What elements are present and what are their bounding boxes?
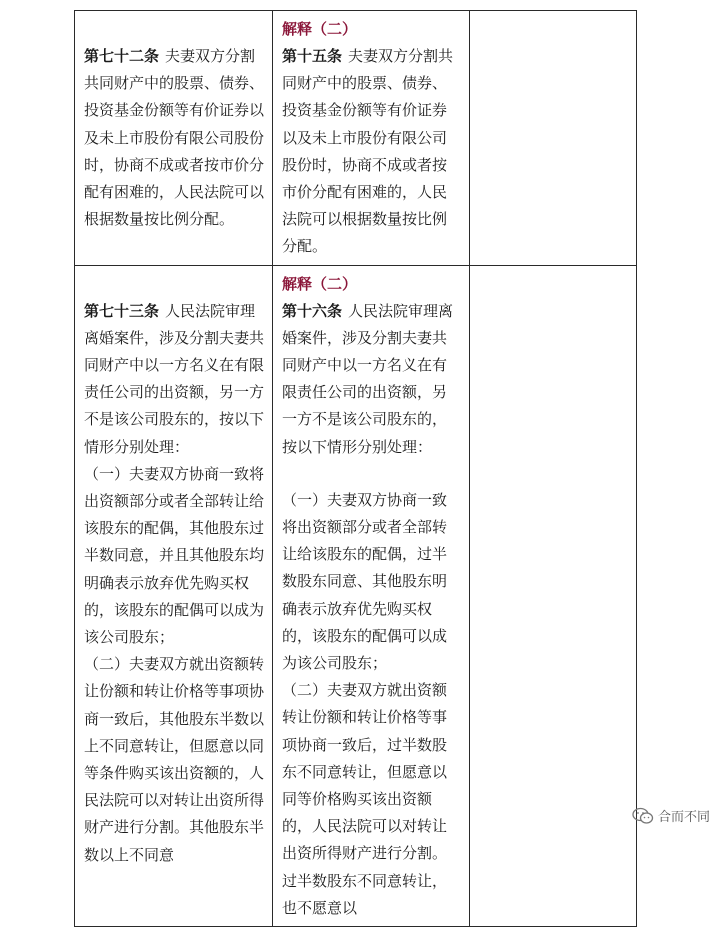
article-item-2: （二）夫妻双方就出资额转让份额和转让价格等事项协商一致后，过半数股东不同意转让，但愿意以同等价格购买该出资额的，人民法院可以对转让出资所得财产进行分割。过半数股东不同意转让，也不愿意以 [282, 681, 448, 917]
new-law-cell [75, 11, 273, 266]
article-paragraph [282, 298, 461, 461]
old-law-cell [273, 265, 470, 926]
article-number: 第十六条 [282, 301, 343, 320]
old-law-cell [273, 11, 470, 266]
article-number: 第七十三条 [84, 301, 160, 320]
notes-cell [470, 265, 637, 926]
interpretation-heading: 解释（二） [282, 274, 358, 293]
article-paragraph [84, 298, 264, 461]
article-text: 夫妻双方分割共同财产中的股票、债券、投资基金份额等有价证券以及未上市股份有限公司股份时，协商不成或者按市价分配有困难的，人民法院可以根据数量按比例分配。 [282, 47, 454, 256]
article-number: 第七十二条 [84, 47, 160, 65]
article-text: 人民法院审理离婚案件，涉及分割夫妻共同财产中以一方名义在有限责任公司的出资额，另一方不是该公司股东的，按以下情形分别处理： [84, 301, 265, 456]
interpretation-heading: 解释（二） [282, 20, 358, 38]
article-text: 夫妻双方分割共同财产中的股票、债券、投资基金份额等有价证券以及未上市股份有限公司股份时，协商不成或者按市价分配有困难的，人民法院可以根据数量按比例分配。 [84, 47, 265, 229]
wechat-icon [632, 807, 654, 825]
article-text: 人民法院审理离婚案件，涉及分割夫妻共同财产中以一方名义在有限责任公司的出资额，另一方不是该公司股东的，按以下情形分别处理： [282, 301, 454, 456]
article-paragraph [282, 43, 461, 261]
article-item-1: （一）夫妻双方协商一致将出资额部分或者全部转让给该股东的配偶，其他股东过半数同意，并且其他股东均明确表示放弃优先购买权的，该股东的配偶可以成为该公司股东； [84, 464, 265, 647]
table-row [75, 11, 637, 266]
new-law-cell [75, 265, 273, 926]
watermark [632, 806, 710, 825]
notes-cell [470, 11, 637, 266]
table-row [75, 265, 637, 926]
article-number: 第十五条 [282, 47, 343, 65]
watermark-text: 合而不同 [657, 810, 710, 825]
article-item-1: （一）夫妻双方协商一致将出资额部分或者全部转让给该股东的配偶，过半数股东同意、其他股东明确表示放弃优先购买权的，该股东的配偶可以成为该公司股东； [282, 490, 448, 673]
comparison-table [74, 10, 637, 927]
cell-heading-spacer [84, 17, 264, 41]
article-paragraph [84, 43, 264, 233]
article-item-2: （二）夫妻双方就出资额转让份额和转让价格等事项协商一致后，其他股东半数以上不同意转让，但愿意以同等条件购买该出资额的，人民法院可以对转让出资所得财产进行分割。其他股东半数以上不同意 [84, 655, 265, 864]
